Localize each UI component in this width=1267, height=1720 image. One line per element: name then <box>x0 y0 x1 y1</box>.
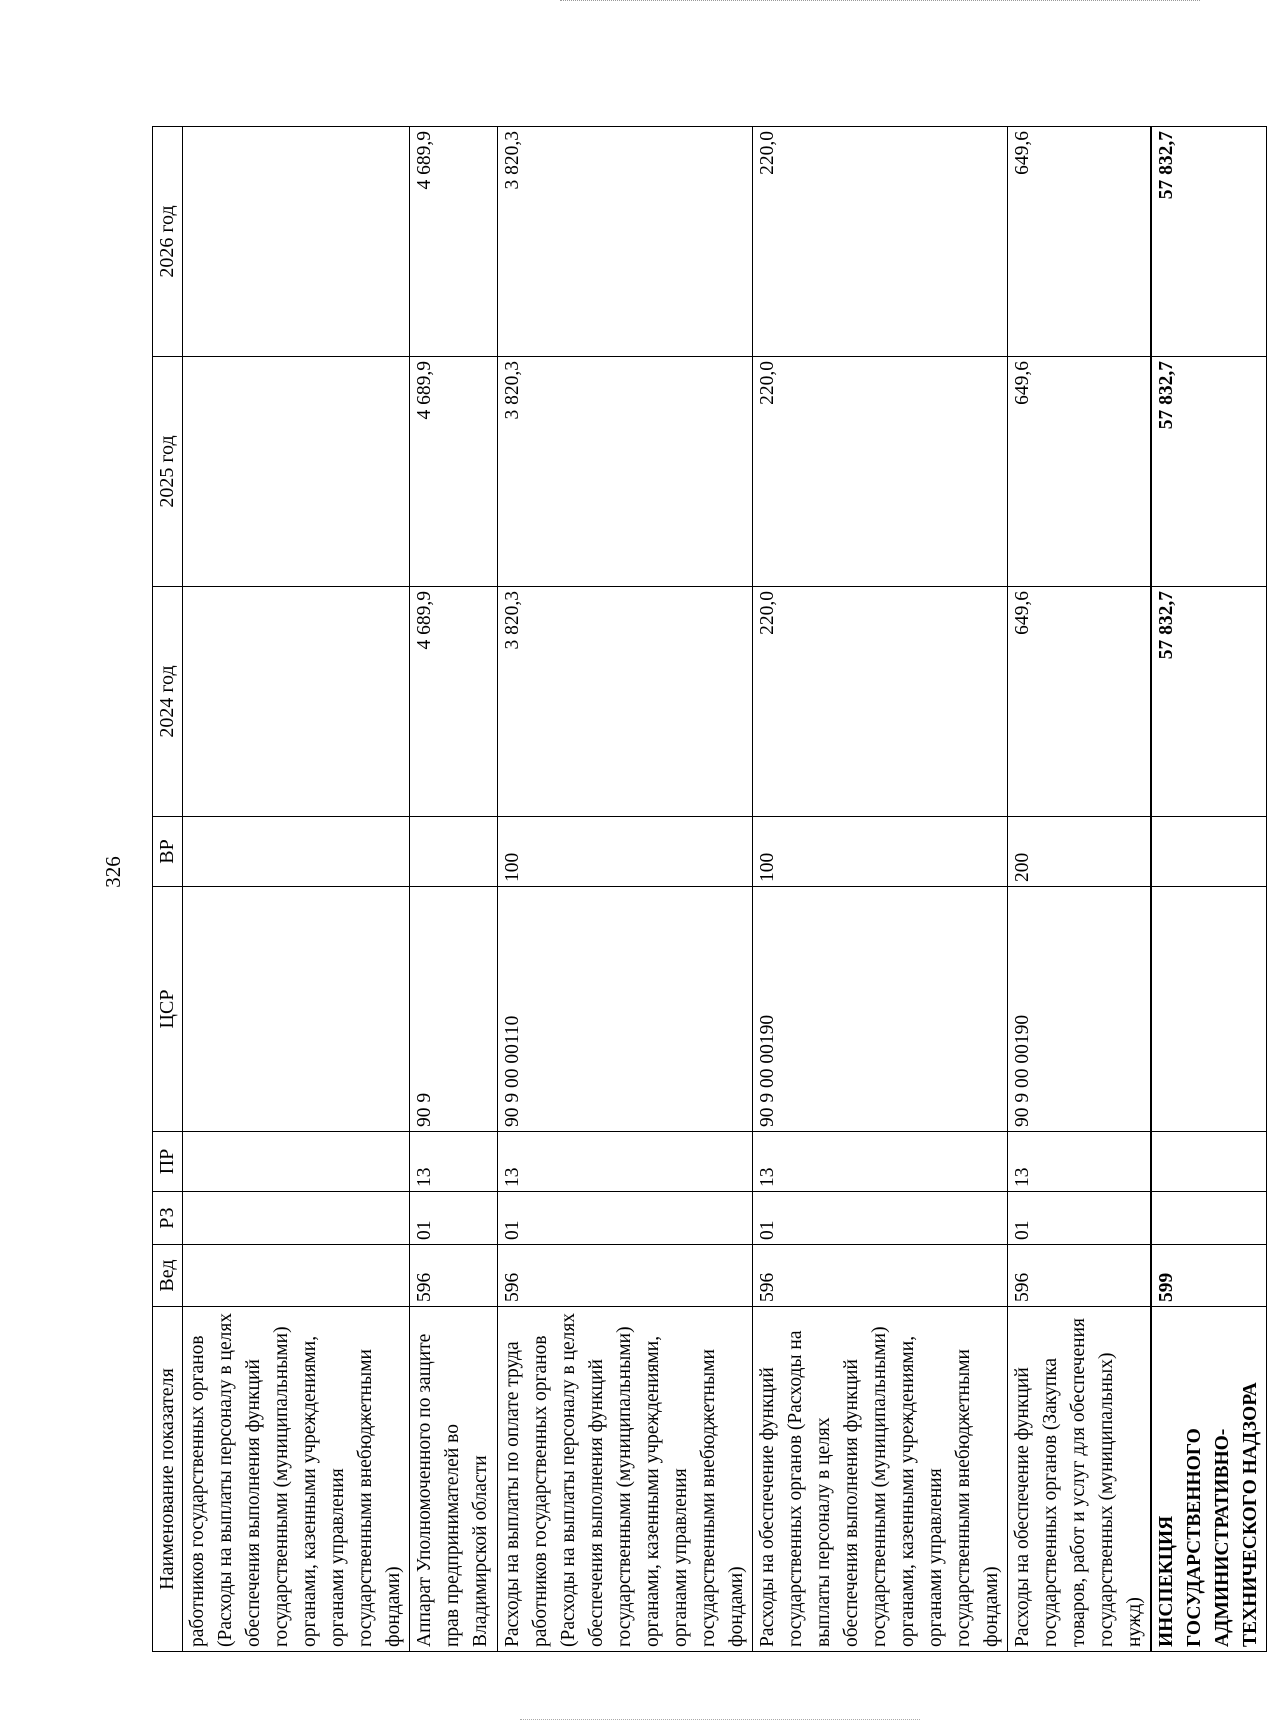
row-pr <box>1151 1132 1267 1192</box>
row-csr <box>1151 887 1267 1132</box>
row-2026: 57 832,7 <box>1151 127 1267 357</box>
header-name: Наименование показателя <box>153 1307 183 1652</box>
row-name: Расходы на обеспечение функций государственных органов (Расходы на выплаты персоналу в целях обеспечения выполнения функций государственными (муниципальными) органами, казенными учреждениями, органами управления государственными внебюджетными фондами) <box>753 1307 1008 1652</box>
row-pr: 13 <box>753 1132 1008 1192</box>
row-csr <box>183 887 410 1132</box>
row-ved <box>183 1245 410 1307</box>
table-row <box>183 127 410 1652</box>
table-row-total <box>1151 127 1267 1652</box>
row-vr: 200 <box>1008 817 1152 887</box>
row-2025: 3 820,3 <box>498 357 753 587</box>
header-ved: Вед <box>153 1245 183 1307</box>
row-pr: 13 <box>410 1132 498 1192</box>
table-header-row <box>153 127 183 1652</box>
row-csr: 90 9 00 00190 <box>753 887 1008 1132</box>
header-pr: ПР <box>153 1132 183 1192</box>
table-row <box>753 127 1008 1652</box>
row-name: Расходы на обеспечение функций государственных органов (Закупка товаров, работ и услуг для обеспечения государственных (муниципальных) нужд) <box>1008 1307 1152 1652</box>
row-ved: 596 <box>410 1245 498 1307</box>
header-csr: ЦСР <box>153 887 183 1132</box>
row-pr <box>183 1132 410 1192</box>
row-2024: 220,0 <box>753 587 1008 817</box>
row-2024: 57 832,7 <box>1151 587 1267 817</box>
row-vr <box>1151 817 1267 887</box>
row-2025: 649,6 <box>1008 357 1152 587</box>
row-name: Аппарат Уполномоченного по защите прав предпринимателей во Владимирской области <box>410 1307 498 1652</box>
row-ved: 596 <box>498 1245 753 1307</box>
budget-table <box>152 126 1267 1652</box>
row-ved: 596 <box>753 1245 1008 1307</box>
header-2026: 2026 год <box>153 127 183 357</box>
row-vr <box>183 817 410 887</box>
row-2024: 3 820,3 <box>498 587 753 817</box>
row-ved: 596 <box>1008 1245 1152 1307</box>
row-vr <box>410 817 498 887</box>
row-csr: 90 9 00 00110 <box>498 887 753 1132</box>
row-2026: 3 820,3 <box>498 127 753 357</box>
row-2024 <box>183 587 410 817</box>
row-rz: 01 <box>1008 1192 1152 1245</box>
table-row <box>498 127 753 1652</box>
row-2025 <box>183 357 410 587</box>
row-2026 <box>183 127 410 357</box>
row-2026: 649,6 <box>1008 127 1152 357</box>
table-row <box>410 127 498 1652</box>
row-pr: 13 <box>498 1132 753 1192</box>
row-name: работников государственных органов (Расходы на выплаты персоналу в целях обеспечения выполнения функций государственными (муниципальными) органами, казенными учреждениями, органами управления государственными внебюджетными фондами) <box>183 1307 410 1652</box>
row-rz <box>183 1192 410 1245</box>
table-row <box>1008 127 1152 1652</box>
row-rz: 01 <box>498 1192 753 1245</box>
row-2025: 4 689,9 <box>410 357 498 587</box>
header-2024: 2024 год <box>153 587 183 817</box>
page-number: 326 <box>101 856 125 888</box>
row-rz: 01 <box>753 1192 1008 1245</box>
header-rz: РЗ <box>153 1192 183 1245</box>
scan-edge-top <box>560 0 1200 3</box>
header-vr: ВР <box>153 817 183 887</box>
row-vr: 100 <box>498 817 753 887</box>
row-vr: 100 <box>753 817 1008 887</box>
row-name: Расходы на выплаты по оплате труда работников государственных органов (Расходы на выплаты персоналу в целях обеспечения выполнения функций государственными (муниципальными) органами, казенными учреждениями, органами управления государственными внебюджетными фондами) <box>498 1307 753 1652</box>
header-2025: 2025 год <box>153 357 183 587</box>
row-2026: 220,0 <box>753 127 1008 357</box>
row-csr: 90 9 <box>410 887 498 1132</box>
rotated-page-content <box>152 126 1261 1652</box>
row-rz: 01 <box>410 1192 498 1245</box>
row-ved: 599 <box>1151 1245 1267 1307</box>
row-2024: 4 689,9 <box>410 587 498 817</box>
row-csr: 90 9 00 00190 <box>1008 887 1152 1132</box>
row-2026: 4 689,9 <box>410 127 498 357</box>
row-pr: 13 <box>1008 1132 1152 1192</box>
row-2025: 57 832,7 <box>1151 357 1267 587</box>
row-rz <box>1151 1192 1267 1245</box>
row-2025: 220,0 <box>753 357 1008 587</box>
row-2024: 649,6 <box>1008 587 1152 817</box>
row-name: ИНСПЕКЦИЯ ГОСУДАРСТВЕННОГО АДМИНИСТРАТИВНО-ТЕХНИЧЕСКОГО НАДЗОРА <box>1151 1307 1267 1652</box>
